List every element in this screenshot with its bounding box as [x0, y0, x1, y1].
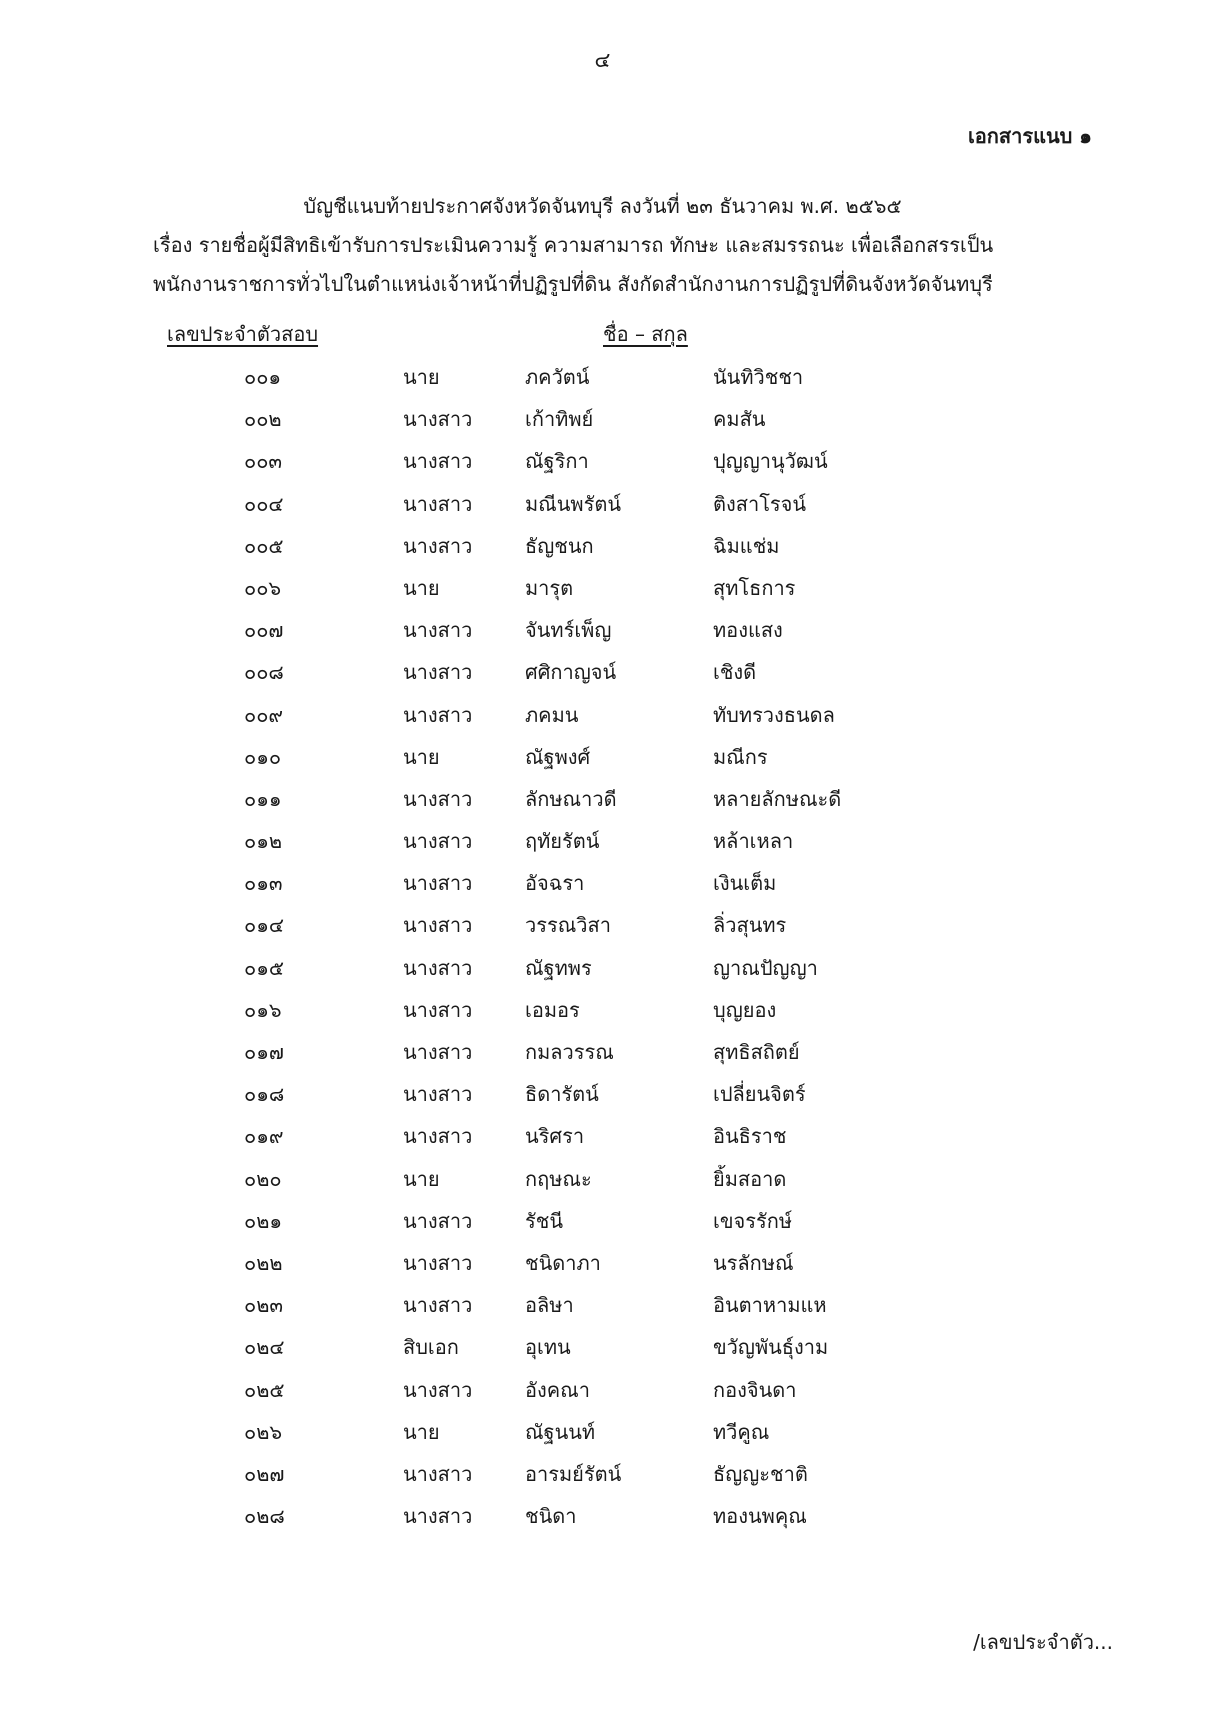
list-item	[0, 482, 1205, 524]
list-item	[0, 1114, 1205, 1156]
last-name: ทับทรวงธนดล	[713, 702, 835, 727]
name-title: นางสาว	[403, 1040, 473, 1064]
exam-id: ๐๑๖	[244, 997, 282, 1022]
name-title: นางสาว	[403, 1461, 473, 1486]
list-item	[0, 397, 1205, 439]
name-title: นาย	[403, 1166, 440, 1191]
last-name: ติงสาโรจน์	[713, 491, 807, 516]
exam-id: ๐๒๒	[244, 1250, 283, 1275]
first-name: ภควัตน์	[525, 365, 590, 389]
page-number: ๔	[594, 48, 611, 72]
list-item	[0, 861, 1205, 903]
first-name: อารมย์รัตน์	[525, 1461, 622, 1486]
list-item	[0, 1283, 1205, 1325]
name-title: นางสาว	[403, 660, 473, 685]
last-name: หลายลักษณะดี	[713, 786, 842, 811]
list-item	[0, 1157, 1205, 1199]
name-title: นางสาว	[403, 955, 473, 980]
last-name: สุทธิสถิตย์	[713, 1040, 800, 1064]
last-name: หล้าเหลา	[713, 829, 794, 854]
first-name: อุเทน	[525, 1335, 571, 1360]
name-title: นางสาว	[403, 786, 473, 811]
last-name: ฉิมแช่ม	[713, 533, 780, 558]
list-item	[0, 819, 1205, 861]
list-item	[0, 566, 1205, 608]
list-item	[0, 988, 1205, 1030]
first-name: ศศิกาญจน์	[525, 660, 617, 685]
exam-id: ๐๑๙	[244, 1124, 284, 1149]
list-item	[0, 1199, 1205, 1241]
last-name: กองจินดา	[713, 1377, 797, 1402]
attachment-label: เอกสารแนบ ๑	[967, 124, 1092, 148]
exam-id: ๐๐๖	[244, 575, 282, 600]
subject-line-1: เรื่อง รายชื่อผู้มีสิทธิเข้ารับการประเมินความรู้ ความสามารถ ทักษะ และสมรรถนะ เพื่อเลือกสรรเป็น	[153, 233, 994, 257]
exam-id: ๐๒๕	[244, 1377, 285, 1402]
first-name: กฤษณะ	[525, 1166, 592, 1191]
first-name: กมลวรรณ	[525, 1040, 614, 1064]
last-name: ยิ้มสอาด	[713, 1166, 787, 1191]
exam-id: ๐๑๘	[244, 1082, 285, 1107]
column-header-exam-id: เลขประจำตัวสอบ	[167, 322, 319, 346]
list-item	[0, 1325, 1205, 1367]
first-name: ธัญชนก	[525, 533, 594, 558]
first-name: ชนิดาภา	[525, 1250, 601, 1275]
first-name: ชนิดา	[525, 1504, 577, 1529]
list-item	[0, 777, 1205, 819]
name-title: นางสาว	[403, 1293, 473, 1318]
exam-id: ๐๒๓	[244, 1293, 284, 1318]
name-title: นางสาว	[403, 1208, 473, 1233]
list-item	[0, 946, 1205, 988]
last-name: ทวีคูณ	[713, 1419, 770, 1444]
name-title: นางสาว	[403, 1504, 473, 1529]
last-name: มณีกร	[713, 744, 768, 769]
last-name: อินธิราช	[713, 1124, 787, 1149]
list-item	[0, 1368, 1205, 1410]
list-item	[0, 1410, 1205, 1452]
list-item	[0, 735, 1205, 777]
last-name: เขจรรักษ์	[713, 1208, 793, 1233]
exam-id: ๐๑๑	[244, 786, 282, 811]
name-title: นางสาว	[403, 449, 473, 474]
name-title: นางสาว	[403, 618, 473, 643]
first-name: ภคมน	[525, 702, 579, 727]
exam-id: ๐๑๐	[244, 744, 282, 769]
name-title: นางสาว	[403, 1250, 473, 1275]
exam-id: ๐๑๗	[244, 1040, 284, 1064]
name-title: นางสาว	[403, 1082, 473, 1107]
first-name: นริศรา	[525, 1124, 585, 1149]
first-name: รัชนี	[525, 1208, 563, 1233]
last-name: ธัญญะชาติ	[713, 1461, 808, 1486]
first-name: ณัฐริกา	[525, 449, 589, 474]
name-title: นางสาว	[403, 702, 473, 727]
last-name: ขวัญพันธุ์งาม	[713, 1335, 829, 1360]
name-title: นาย	[403, 1419, 440, 1444]
exam-id: ๐๐๘	[244, 660, 284, 685]
last-name: นรลักษณ์	[713, 1250, 794, 1275]
first-name: ณัฐทพร	[525, 955, 592, 980]
list-item	[0, 355, 1205, 397]
name-title: นาย	[403, 365, 440, 389]
exam-id: ๐๐๗	[244, 618, 284, 643]
first-name: อลิษา	[525, 1293, 574, 1318]
name-title: สิบเอก	[403, 1335, 459, 1360]
exam-id: ๐๒๑	[244, 1208, 283, 1233]
exam-id: ๐๑๔	[244, 913, 285, 938]
continuation-note: /เลขประจำตัว...	[973, 1630, 1113, 1654]
exam-id: ๐๒๔	[244, 1335, 285, 1360]
list-item	[0, 1494, 1205, 1536]
name-title: นางสาว	[403, 871, 473, 896]
first-name: เก้าทิพย์	[525, 407, 594, 432]
list-item	[0, 650, 1205, 692]
first-name: วรรณวิสา	[525, 913, 611, 938]
exam-id: ๐๒๐	[244, 1166, 282, 1191]
list-item	[0, 1072, 1205, 1114]
first-name: มณีนพรัตน์	[525, 491, 621, 516]
list-item	[0, 1241, 1205, 1283]
last-name: อินตาหามแห	[713, 1293, 827, 1318]
list-item	[0, 1030, 1205, 1072]
last-name: ญาณปัญญา	[713, 955, 818, 980]
name-title: นางสาว	[403, 1124, 473, 1149]
first-name: จันทร์เพ็ญ	[525, 618, 612, 643]
last-name: เงินเต็ม	[713, 871, 777, 896]
last-name: บุญยอง	[713, 997, 777, 1022]
last-name: คมสัน	[713, 407, 766, 432]
name-title: นางสาว	[403, 491, 473, 516]
last-name: ทองแสง	[713, 618, 783, 643]
exam-id: ๐๒๗	[244, 1461, 285, 1486]
first-name: ลักษณาวดี	[525, 786, 617, 811]
list-item	[0, 608, 1205, 650]
exam-id: ๐๐๔	[244, 491, 284, 516]
subject-line-2: พนักงานราชการทั่วไปในตำแหน่งเจ้าหน้าที่ปฏิรูปที่ดิน สังกัดสำนักงานการปฏิรูปที่ดินจังหวัดจันทบุรี	[153, 272, 993, 296]
exam-id: ๐๒๘	[244, 1504, 285, 1529]
document-title: บัญชีแนบท้ายประกาศจังหวัดจันทบุรี ลงวันที่ ๒๓ ธันวาคม พ.ศ. ๒๕๖๕	[303, 194, 902, 218]
last-name: นันทิวิชชา	[713, 365, 804, 389]
list-item	[0, 524, 1205, 566]
name-title: นางสาว	[403, 533, 473, 558]
column-header-full-name: ชื่อ – สกุล	[603, 322, 688, 346]
exam-id: ๐๒๖	[244, 1419, 283, 1444]
exam-id: ๐๑๓	[244, 871, 283, 896]
last-name: ทองนพคุณ	[713, 1504, 807, 1529]
first-name: มารุต	[525, 575, 574, 600]
last-name: เชิงดี	[713, 660, 757, 685]
first-name: ฤทัยรัตน์	[525, 829, 600, 854]
first-name: ณัฐนนท์	[525, 1419, 596, 1444]
candidate-list	[0, 355, 1205, 1536]
first-name: ณัฐพงศ์	[525, 744, 591, 769]
list-item	[0, 1452, 1205, 1494]
exam-id: ๐๑๕	[244, 955, 285, 980]
name-title: นางสาว	[403, 407, 473, 432]
last-name: เปลี่ยนจิตร์	[713, 1082, 806, 1107]
exam-id: ๐๐๑	[244, 365, 282, 389]
last-name: ปุญญานุวัฒน์	[713, 449, 828, 474]
last-name: ลิ่วสุนทร	[713, 913, 787, 938]
name-title: นาย	[403, 744, 440, 769]
last-name: สุทโธการ	[713, 575, 796, 600]
exam-id: ๐๐๕	[244, 533, 284, 558]
exam-id: ๐๐๓	[244, 449, 283, 474]
name-title: นางสาว	[403, 1377, 473, 1402]
first-name: เอมอร	[525, 997, 580, 1022]
name-title: นางสาว	[403, 997, 473, 1022]
name-title: นางสาว	[403, 913, 473, 938]
list-item	[0, 693, 1205, 735]
list-item	[0, 903, 1205, 945]
exam-id: ๐๐๒	[244, 407, 282, 432]
name-title: นางสาว	[403, 829, 473, 854]
exam-id: ๐๑๒	[244, 829, 283, 854]
name-title: นาย	[403, 575, 440, 600]
first-name: อัจฉรา	[525, 871, 585, 896]
exam-id: ๐๐๙	[244, 702, 284, 727]
list-item	[0, 439, 1205, 481]
first-name: ธิดารัตน์	[525, 1082, 599, 1107]
first-name: อังคณา	[525, 1377, 590, 1402]
